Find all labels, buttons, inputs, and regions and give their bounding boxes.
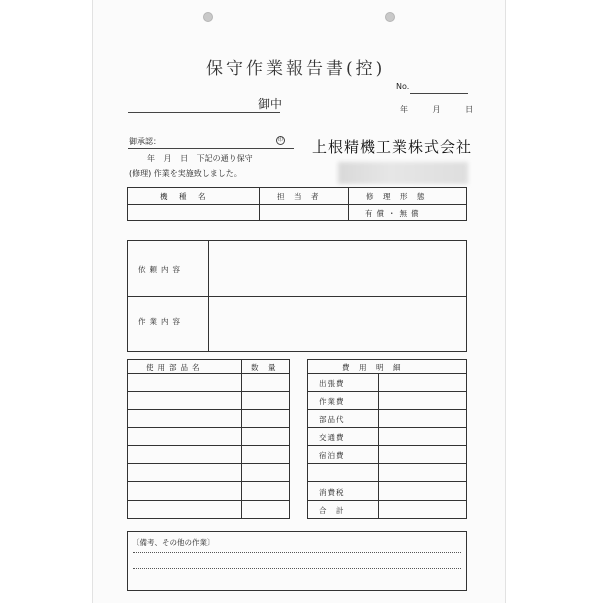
divider (378, 373, 379, 519)
divider (348, 187, 349, 221)
cost-row-transport: 交通費 (319, 433, 345, 442)
cost-row-tax: 消費税 (319, 488, 345, 497)
approval-field[interactable] (128, 148, 294, 149)
work-details-field[interactable] (209, 297, 466, 351)
divider (127, 500, 290, 501)
client-name-field[interactable] (128, 112, 280, 113)
divider (307, 463, 467, 464)
statement-year: 年 (147, 154, 155, 163)
cost-row-travel: 出張費 (319, 379, 345, 388)
col-repair-type: 修 理 形 態 (366, 192, 426, 201)
col-model-name: 機 種 名 (160, 192, 208, 201)
date-year-label: 年 (400, 105, 408, 114)
person-in-charge-field[interactable] (260, 205, 348, 220)
divider (307, 445, 467, 446)
date-day-label: 日 (465, 105, 474, 114)
binding-hole (203, 12, 213, 22)
cost-row-labor: 作業費 (319, 397, 345, 406)
divider (127, 445, 290, 446)
divider (307, 500, 467, 501)
number-label: No. (396, 82, 410, 91)
divider (127, 463, 290, 464)
divider (307, 427, 467, 428)
divider (127, 391, 290, 392)
statement-month: 月 (163, 154, 172, 163)
approval-label: 御承認： (129, 137, 161, 146)
company-name: 上根精機工業株式会社 (312, 138, 473, 156)
request-details-label: 依頼内容 (138, 265, 184, 274)
col-quantity: 数 量 (251, 363, 277, 372)
binding-hole (385, 12, 395, 22)
divider (241, 359, 242, 519)
divider (127, 373, 290, 374)
col-part-name: 使用部品名 (146, 363, 204, 372)
page-title: 保守作業報告書(控) (206, 59, 386, 79)
request-details-field[interactable] (209, 241, 466, 296)
divider (307, 481, 467, 482)
number-field-line[interactable] (410, 93, 468, 94)
parts-table (127, 359, 290, 519)
statement-line-2: (修理) 作業を実施致しました。 (129, 169, 242, 178)
col-person-in-charge: 担 当 者 (277, 192, 320, 201)
cost-row-total: 合 計 (319, 506, 345, 515)
divider (127, 481, 290, 482)
client-suffix: 御中 (258, 97, 283, 111)
work-details-label: 作業内容 (138, 317, 184, 326)
divider (127, 409, 290, 410)
redacted-address (338, 162, 468, 184)
cost-row-parts: 部品代 (319, 415, 345, 424)
divider (307, 373, 467, 374)
statement-day: 日 (180, 154, 189, 163)
cost-breakdown-header: 費 用 明 細 (342, 363, 402, 372)
divider (127, 427, 290, 428)
statement-text: 下記の通り保守 (196, 154, 253, 163)
cost-row-lodging: 宿泊費 (319, 451, 345, 460)
report-date (400, 104, 473, 115)
date-month-label: 月 (432, 105, 441, 114)
seal-icon: 印 (277, 137, 283, 143)
notes-label: 〔備考、その他の作業〕 (132, 538, 215, 547)
statement-line-1 (147, 153, 253, 164)
divider (307, 409, 467, 410)
divider (307, 391, 467, 392)
notes-line (133, 552, 461, 553)
model-name-field[interactable] (128, 205, 259, 220)
repair-paid-free-options[interactable]: 有償・無償 (365, 209, 423, 218)
notes-line (133, 568, 461, 569)
